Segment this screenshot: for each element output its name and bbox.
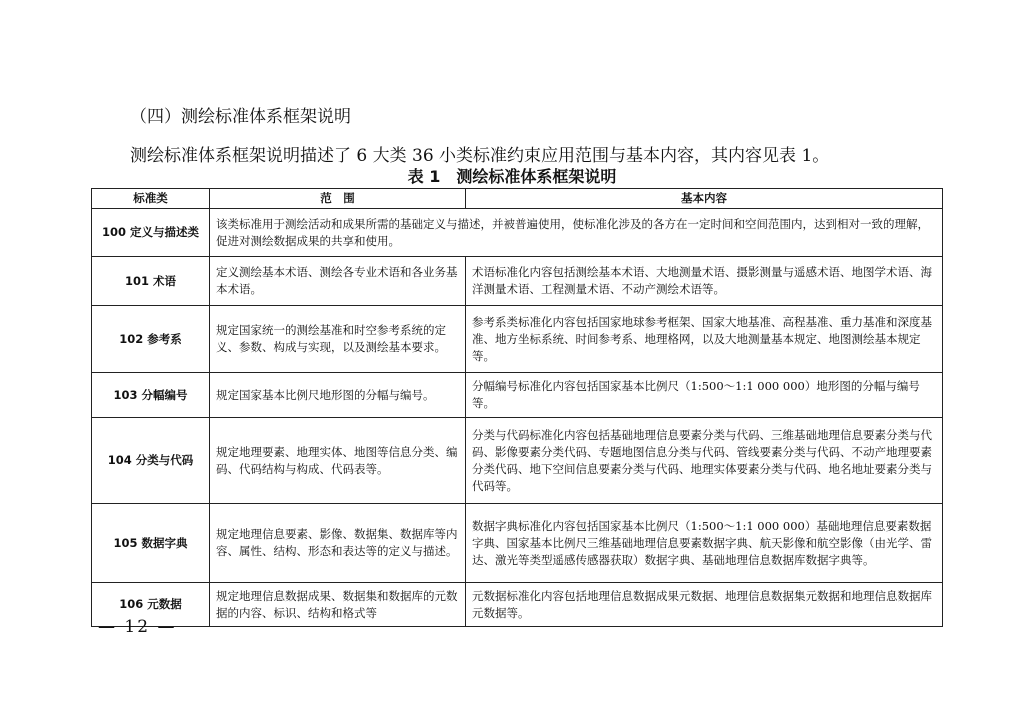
table-row: [92, 504, 943, 583]
table-row: [92, 373, 943, 418]
table-row: [92, 583, 943, 627]
scope-cell: 规定国家基本比例尺地形图的分幅与编号。: [210, 373, 466, 418]
table-row: [92, 257, 943, 306]
content-cell: 元数据标准化内容包括地理信息数据成果元数据、地理信息数据集元数据和地理信息数据库元数据等。: [466, 583, 943, 627]
table-row-overview: [92, 209, 943, 257]
overview-text-cell: 该类标准用于测绘活动和成果所需的基础定义与描述，并被普遍使用，使标准化涉及的各方在一定时间和空间范围内，达到相对一致的理解，促进对测绘数据成果的共享和使用。: [210, 209, 943, 257]
scope-cell: 规定国家统一的测绘基准和时空参考系统的定义、参数、构成与实现，以及测绘基本要求。: [210, 306, 466, 373]
category-cell: 103 分幅编号: [92, 373, 210, 418]
content-cell: 分幅编号标准化内容包括国家基本比例尺（1:500～1:1 000 000）地形图的分幅与编号等。: [466, 373, 943, 418]
content-cell: 分类与代码标准化内容包括基础地理信息要素分类与代码、三维基础地理信息要素分类与代码、影像要素分类代码、专题地图信息分类与代码、管线要素分类与代码、不动产地理要素分类代码、地下空间信息要素分类与代码、地理实体要素分类与代码、地名地址要素分类与代码等。: [466, 418, 943, 504]
category-cell: 102 参考系: [92, 306, 210, 373]
content-cell: 参考系类标准化内容包括国家地球参考框架、国家大地基准、高程基准、重力基准和深度基准、地方坐标系统、时间参考系、地理格网，以及大地测量基本规定、地图测绘基本规定等。: [466, 306, 943, 373]
category-cell: 101 术语: [92, 257, 210, 306]
scope-cell: 定义测绘基本术语、测绘各专业术语和各业务基本术语。: [210, 257, 466, 306]
content-cell: 数据字典标准化内容包括国家基本比例尺（1:500～1:1 000 000）基础地理信息要素数据字典、国家基本比例尺三维基础地理信息要素数据字典、航天影像和航空影像（由光学、雷达、激光等类型遥感传感器获取）数据字典、基础地理信息数据库数据字典等。: [466, 504, 943, 583]
table-header-row: [92, 189, 943, 209]
category-cell: 104 分类与代码: [92, 418, 210, 504]
section-heading: （四）测绘标准体系框架说明: [130, 107, 351, 127]
content-cell: 术语标准化内容包括测绘基本术语、大地测量术语、摄影测量与遥感术语、地图学术语、海洋测量术语、工程测量术语、不动产测绘术语等。: [466, 257, 943, 306]
category-cell: 106 元数据: [92, 583, 210, 627]
table-title: 表 1 测绘标准体系框架说明: [407, 167, 617, 186]
table-row: [92, 306, 943, 373]
scope-cell: 规定地理信息要素、影像、数据集、数据库等内容、属性、结构、形态和表达等的定义与描述。: [210, 504, 466, 583]
scope-cell: 规定地理要素、地理实体、地图等信息分类、编码、代码结构与构成、代码表等。: [210, 418, 466, 504]
framework-table: [91, 188, 943, 627]
intro-paragraph: 测绘标准体系框架说明描述了 6 大类 36 小类标准约束应用范围与基本内容，其内容见表 1。: [130, 146, 830, 166]
page-number: — 12 —: [98, 617, 177, 637]
header-content: 基本内容: [466, 189, 943, 209]
category-cell: 105 数据字典: [92, 504, 210, 583]
table-row: [92, 418, 943, 504]
category-cell: 100 定义与描述类: [92, 209, 210, 257]
header-scope: 范 围: [210, 189, 466, 209]
header-category: 标准类: [92, 189, 210, 209]
scope-cell: 规定地理信息数据成果、数据集和数据库的元数据的内容、标识、结构和格式等: [210, 583, 466, 627]
